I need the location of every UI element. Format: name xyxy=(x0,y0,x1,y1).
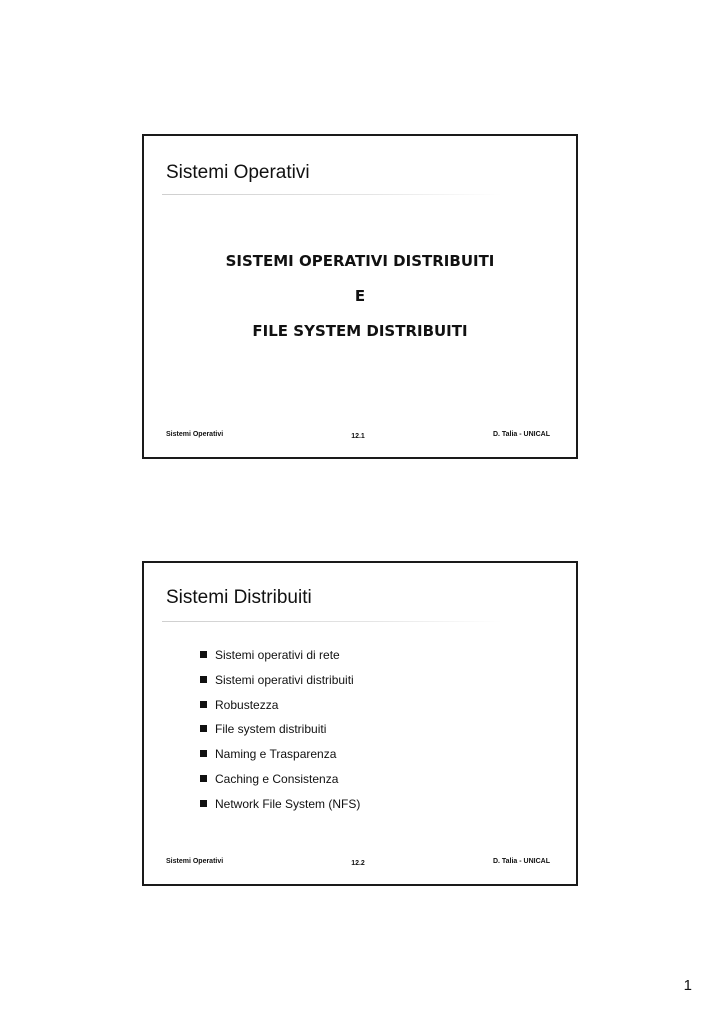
list-item-text: Sistemi operativi di rete xyxy=(215,648,340,662)
bullet-square-icon xyxy=(200,725,207,732)
footer-slide-number: 12.2 xyxy=(351,860,365,867)
list-item xyxy=(200,647,360,672)
list-item-text: Network File System (NFS) xyxy=(215,796,361,811)
footer-author: D. Talia - UNICAL xyxy=(492,431,550,438)
slide-title: Sistemi Distribuiti xyxy=(166,587,312,608)
list-item xyxy=(200,721,360,746)
list-item-text: File system distribuiti xyxy=(215,722,327,737)
list-item xyxy=(200,672,360,697)
list-item-text: Robustezza xyxy=(215,697,279,712)
footer-slide-number: 12.1 xyxy=(351,433,365,440)
title-divider xyxy=(162,194,502,195)
slide-footer xyxy=(166,431,550,445)
list-item xyxy=(200,771,360,796)
title-divider xyxy=(162,621,502,622)
footer-course: Sistemi Operativi xyxy=(166,431,224,438)
bullet-square-icon xyxy=(200,800,207,807)
bullet-list xyxy=(200,647,360,821)
heading-line: SISTEMI OPERATIVI DISTRIBUITI xyxy=(225,252,495,270)
list-item xyxy=(200,746,360,771)
list-item xyxy=(200,697,360,722)
bullet-square-icon xyxy=(200,676,207,683)
heading-line: FILE SYSTEM DISTRIBUITI xyxy=(252,322,468,340)
list-item xyxy=(200,796,360,821)
list-item-text: Sistemi operativi distribuiti xyxy=(215,672,354,687)
heading-line: E xyxy=(354,287,366,305)
footer-course: Sistemi Operativi xyxy=(166,858,224,865)
bullet-square-icon xyxy=(200,750,207,757)
bullet-square-icon xyxy=(200,701,207,708)
list-item-text: Caching e Consistenza xyxy=(215,771,339,786)
bullet-square-icon xyxy=(200,775,207,782)
footer-author: D. Talia - UNICAL xyxy=(492,858,550,865)
slide-heading-block xyxy=(144,248,576,353)
page-number: 1 xyxy=(683,977,692,994)
slide-footer xyxy=(166,858,550,872)
slide-title: Sistemi Operativi xyxy=(166,162,310,183)
bullet-square-icon xyxy=(200,651,207,658)
list-item-text: Naming e Trasparenza xyxy=(215,747,337,762)
slide-1 xyxy=(142,134,578,459)
slide-2 xyxy=(142,561,578,886)
